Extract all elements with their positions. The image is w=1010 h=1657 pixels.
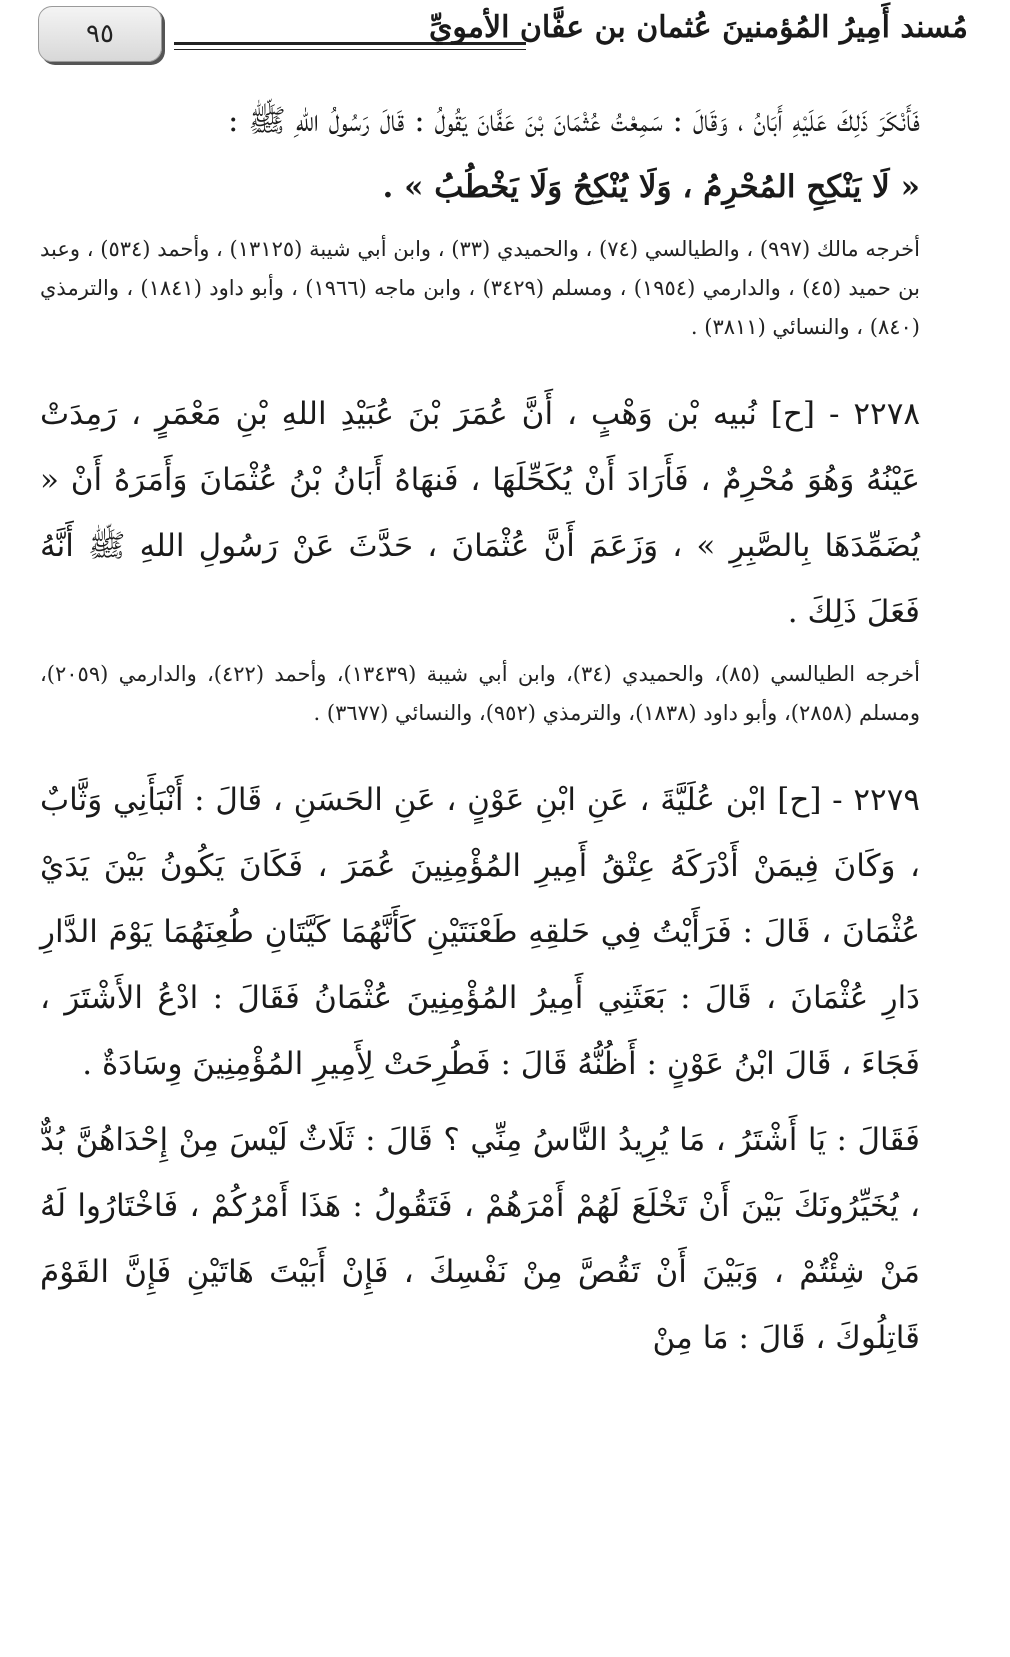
hadith-2279 (40, 767, 920, 1097)
page-number-tab (38, 6, 162, 62)
hadith-text: - [ح] ابْن عُلَيَّةَ ، عَنِ ابْنِ عَوْنٍ ، عَنِ الحَسَنِ ، قَالَ : أَنْبَأَنِي وَثَّابٌ ، وَكَانَ فِيمَنْ أَدْرَكَهُ عِتْقُ أَمِيرِ المُؤْمِنِينَ عُمَرَ ، فَكَانَ يَكُونُ بَيْنَ يَدَيْ عُثْمَانَ ، قَالَ : فَرَأَيْتُ فِي حَلقِهِ طَعْنَتَيْنِ كَأَنَّهُمَا كَيَّتَانِ طُعِنَهُمَا يَوْمَ الدَّارِ دَارِ عُثْمَانَ ، قَالَ : بَعَثَنِي أَمِيرُ المُؤْمِنِينَ عُثْمَانُ فَقَالَ : ادْعُ الأَشْتَرَ ، فَجَاءَ ، قَالَ ابْنُ عَوْنٍ : أَظُنُّهُ قَالَ : فَطُرِحَتْ لِأَمِيرِ المُؤْمِنِينَ وِسَادَةٌ . (40, 782, 920, 1082)
page-content (40, 88, 920, 1371)
hadith-number: ٢٢٧٨ (853, 396, 920, 432)
hadith-text (40, 88, 920, 220)
takhrij-note: أخرجه مالك (٩٩٧) ، والطيالسي (٧٤) ، والحميدي (٣٣) ، وابن أبي شيبة (١٣١٢٥) ، وأحمد (٥٣٤) ، وعبد بن حميد (٤٥) ، والدارمي (١٩٥٤) ، ومسلم (٣٤٢٩) ، وابن ماجه (١٩٦٦) ، وأبو داود (١٨٤١) ، والترمذي (٨٤٠) ، والنسائي (٣٨١١) . (40, 237, 920, 339)
page-number: ٩٥ (86, 19, 114, 49)
hadith-text-line: فَأَنْكَرَ ذَلِكَ عَلَيْهِ أَبَانُ ، وَقَالَ : سَمِعْتُ عُثْمَانَ بْنَ عَفَّانَ يَقُولُ : قَالَ رَسُولُ اللهِ ﷺ : (228, 103, 920, 139)
prophetic-quote: « لَا يَنْكِحِ المُحْرِمُ ، وَلَا يُنْكِحُ وَلَا يَخْطُبُ » . (382, 169, 920, 205)
running-header (38, 6, 968, 64)
takhrij-note: أخرجه الطيالسي (٨٥)، والحميدي (٣٤)، وابن أبي شيبة (١٣٤٣٩)، وأحمد (٤٢٢)، والدارمي (٢٠٥٩)، ومسلم (٢٨٥٨)، وأبو داود (١٨٣٨)، والترمذي (٩٥٢)، والنسائي (٣٦٧٧) . (40, 662, 920, 725)
hadith-text: - [ح] نُبيه بْن وَهْبٍ ، أَنَّ عُمَرَ بْنَ عُبَيْدِ اللهِ بْنِ مَعْمَرٍ ، رَمِدَتْ عَيْنُهُ وَهُوَ مُحْرِمٌ ، فَأَرَادَ أَنْ يُكَحِّلَهَا ، فَنهَاهُ أَبَانُ بْنُ عُثْمَانَ وَأَمَرَهُ أَنْ « يُضَمِّدَهَا بِالصَّبِرِ » ، وَزَعَمَ أَنَّ عُثْمَانَ ، حَدَّثَ عَنْ رَسُولِ اللهِ ﷺ أَنَّهُ فَعَلَ ذَلِكَ . (40, 396, 920, 630)
hadith-2278 (40, 381, 920, 645)
hadith-text-continued: فَقَالَ : يَا أَشْتَرُ ، مَا يُرِيدُ النَّاسُ مِنِّي ؟ قَالَ : ثَلَاثٌ لَيْسَ مِنْ إِحْدَاهُنَّ بُدٌّ ، يُخَيِّرُونَكَ بَيْنَ أَنْ تَخْلَعَ لَهُمْ أَمْرَهُمْ ، فَتَقُولُ : هَذَا أَمْرُكُمْ ، فَاخْتَارُوا لَهُ مَنْ شِئْتُمْ ، وَبَيْنَ أَنْ تَقُصَّ مِنْ نَفْسِكَ ، فَإِنْ أَبَيْتَ هَاتَيْنِ فَإِنَّ القَوْمَ قَاتِلُوكَ ، قَالَ : مَا مِنْ (40, 1122, 920, 1356)
hadith-number: ٢٢٧٩ (853, 782, 921, 818)
running-title: مُسند أَمِيرُ المُؤمنينَ عُثمان بن عفَّان الأمويِّ (428, 10, 968, 45)
